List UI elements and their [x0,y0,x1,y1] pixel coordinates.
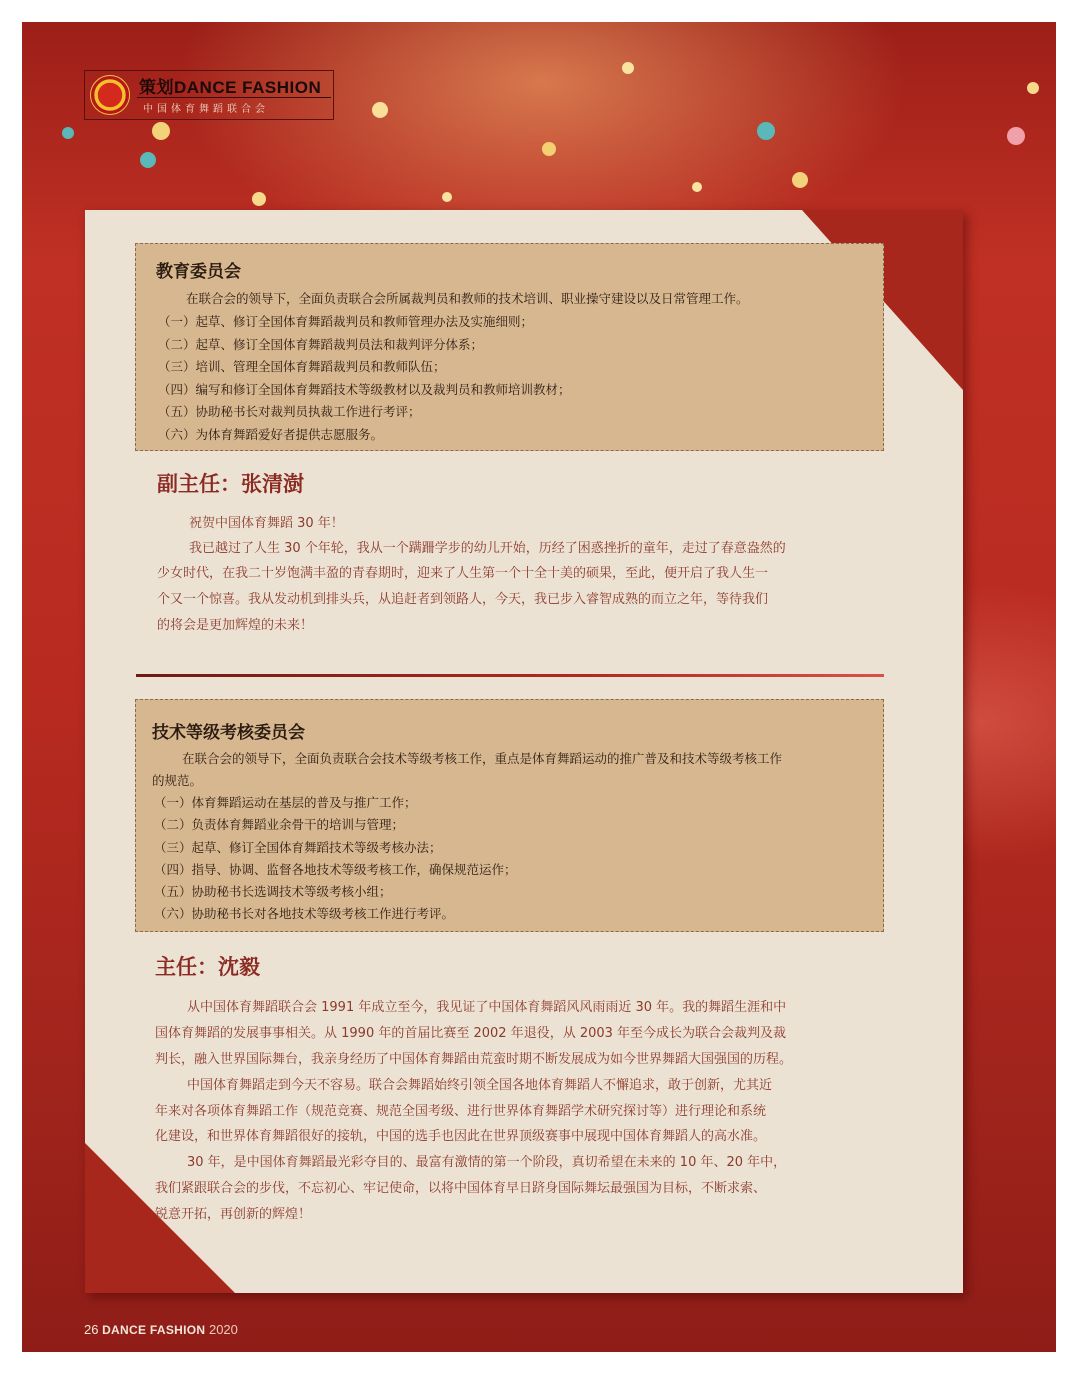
director-paragraph-line: 从中国体育舞蹈联合会 1991 年成立至今，我见证了中国体育舞蹈风风雨雨近 30 年。我的舞蹈生涯和中 [187,1000,787,1015]
director-paragraph-line: 国体育舞蹈的发展事事相关。从 1990 年的首届比赛至 2002 年退役，从 2003 年至今成长为联合会裁判及裁 [155,1026,787,1041]
vice-director-paragraph-line: 的将会是更加辉煌的未来！ [157,618,314,633]
bokeh-light [442,192,452,202]
vice-director-paragraph-line: 少女时代，在我二十岁饱满丰盈的青春期时，迎来了人生第一个十全十美的硕果，至此，便开启了我人生一 [157,566,769,581]
director-paragraph-line: 化建设，和世界体育舞蹈很好的接轨，中国的选手也因此在世界顶级赛事中展现中国体育舞蹈人的高水准。 [155,1129,767,1144]
bokeh-light [62,127,74,139]
bokeh-light [692,182,702,192]
tech-committee-box [135,699,884,932]
tech-committee-line: （三）起草、修订全国体育舞蹈技术等级考核办法； [154,840,442,855]
section-divider [136,674,884,677]
education-committee-line: （二）起草、修订全国体育舞蹈裁判员法和裁判评分体系； [158,337,484,352]
magazine-page [22,22,1056,1352]
director-paragraph-line: 中国体育舞蹈走到今天不容易。联合会舞蹈始终引领全国各地体育舞蹈人不懈追求，敢于创新，尤其近 [187,1078,773,1093]
header-rule [137,97,331,98]
page-footer [84,1322,238,1337]
vice-director-paragraph-line: 个又一个惊喜。我从发动机到排头兵，从追赶者到领路人，今天，我已步入睿智成熟的而立之年，等待我们 [157,592,769,607]
education-committee-box [135,243,884,451]
director-paragraph-line: 锐意开拓，再创新的辉煌！ [155,1207,312,1222]
bokeh-light [1007,127,1025,145]
director-heading: 主任：沈毅 [155,954,260,979]
federation-logo-icon [90,75,130,115]
vice-director-heading: 副主任：张清澍 [157,471,304,496]
vice-director-paragraph-line: 我已越过了人生 30 个年轮，我从一个蹒跚学步的幼儿开始，历经了困惑挫折的童年，走过了春意盎然的 [189,541,786,556]
bokeh-light [252,192,266,206]
tech-committee-line: 的规范。 [152,773,203,788]
bokeh-light [140,152,156,168]
tech-committee-line: （一）体育舞蹈运动在基层的普及与推广工作； [154,795,417,810]
content-card [85,210,963,1293]
bokeh-light [542,142,556,156]
bokeh-light [792,172,808,188]
tech-committee-title: 技术等级考核委员会 [152,723,305,743]
vice-director-paragraph-line: 祝贺中国体育舞蹈 30 年！ [189,516,344,531]
education-committee-title: 教育委员会 [156,262,241,282]
page-number: 26 [84,1322,99,1337]
header-subtitle: 中国体育舞蹈联合会 [143,104,269,115]
tech-committee-line: （六）协助秘书长对各地技术等级考核工作进行考评。 [154,906,455,921]
director-paragraph-line: 判长，融入世界国际舞台，我亲身经历了中国体育舞蹈由荒蛮时期不断发展成为如今世界舞蹈大国强国的历程。 [155,1052,793,1067]
bokeh-light [757,122,775,140]
magazine-header [84,70,334,120]
education-committee-line: （六）为体育舞蹈爱好者提供志愿服务。 [158,427,384,442]
bokeh-light [152,122,170,140]
bokeh-light [372,102,388,118]
header-title: 策划DANCE FASHION [139,78,322,97]
bokeh-light [1027,82,1039,94]
director-paragraph-line: 30 年，是中国体育舞蹈最光彩夺目的、最富有激情的第一个阶段，真切希望在未来的 10 年、20 年中， [187,1155,787,1170]
education-committee-line: （五）协助秘书长对裁判员执裁工作进行考评； [158,404,421,419]
education-committee-line: （四）编写和修订全国体育舞蹈技术等级教材以及裁判员和教师培训教材； [158,382,571,397]
education-committee-line: 在联合会的领导下，全面负责联合会所属裁判员和教师的技术培训、职业操守建设以及日常管理工作。 [186,291,749,306]
bokeh-light [622,62,634,74]
tech-committee-line: （四）指导、协调、监督各地技术等级考核工作，确保规范运作； [154,862,517,877]
director-paragraph-line: 年来对各项体育舞蹈工作（规范竞赛、规范全国考级、进行世界体育舞蹈学术研究探讨等）进行理论和系统 [155,1104,767,1119]
tech-committee-line: （五）协助秘书长选调技术等级考核小组； [154,884,392,899]
education-committee-line: （一）起草、修订全国体育舞蹈裁判员和教师管理办法及实施细则； [158,314,534,329]
tech-committee-line: （二）负责体育舞蹈业余骨干的培训与管理； [154,817,405,832]
tech-committee-line: 在联合会的领导下，全面负责联合会技术等级考核工作，重点是体育舞蹈运动的推广普及和技术等级考核工作 [182,751,783,766]
director-paragraph-line: 我们紧跟联合会的步伐，不忘初心、牢记使命，以将中国体育早日跻身国际舞坛最强国为目标，不断求索、 [155,1181,767,1196]
footer-year: 2020 [208,1322,238,1337]
education-committee-line: （三）培训、管理全国体育舞蹈裁判员和教师队伍； [158,359,446,374]
footer-magazine-name: DANCE FASHION [102,1323,206,1337]
